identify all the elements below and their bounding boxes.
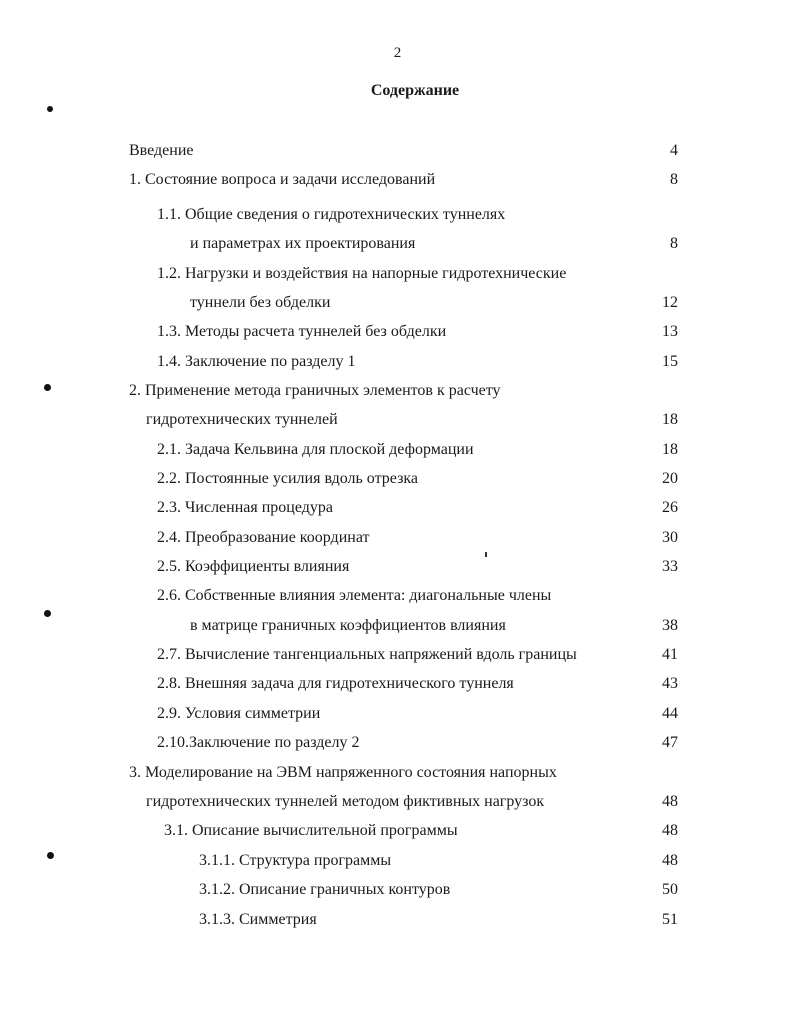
toc-entry-text: 3.1.1. Структура программы	[199, 852, 392, 869]
toc-entry-text: 1.4. Заключение по разделу 1	[157, 353, 356, 370]
toc-entry-page: 41	[662, 646, 678, 663]
toc-entry-page: 48	[662, 822, 678, 839]
toc-entry-text: 2.7. Вычисление тангенциальных напряжений вдоль границы	[157, 646, 577, 663]
toc-entry-page: 15	[662, 353, 678, 370]
toc-entry-page: 20	[662, 470, 678, 487]
toc-entry-page: 26	[662, 499, 678, 516]
toc-entry-page: 8	[670, 235, 678, 252]
toc-entry-text: 2.5. Коэффициенты влияния	[157, 558, 350, 575]
toc-entry-page: 8	[670, 171, 678, 188]
toc-entry-page: 13	[662, 323, 678, 340]
toc-entry-page: 48	[662, 793, 678, 810]
toc-entry-text: в матрице граничных коэффициентов влияния	[190, 617, 506, 634]
toc-entry-text: 2.9. Условия симметрии	[157, 705, 321, 722]
toc-entry-text: 1.1. Общие сведения о гидротехнических туннелях	[157, 206, 506, 223]
toc-entry-text: 3.1.2. Описание граничных контуров	[199, 881, 451, 898]
toc-entry-text: 2.10.Заключение по разделу 2	[157, 734, 360, 751]
toc-entry-text: 2. Применение метода граничных элементов к расчету	[129, 382, 501, 399]
toc-entry-text: 3. Моделирование на ЭВМ напряженного состояния напорных	[129, 764, 557, 781]
toc-entry-text: 3.1.3. Симметрия	[199, 911, 317, 928]
toc-entry-text: гидротехнических туннелей	[146, 411, 338, 428]
toc-entry-text: и параметрах их проектирования	[190, 235, 416, 252]
toc-entry-text: гидротехнических туннелей методом фиктивных нагрузок	[146, 793, 545, 810]
toc-entry-text: 2.3. Численная процедура	[157, 499, 333, 516]
page-title: Содержание	[370, 82, 460, 99]
toc-entry-page: 30	[662, 529, 678, 546]
toc-entry-page: 48	[662, 852, 678, 869]
toc-entry-text: туннели без обделки	[190, 294, 331, 311]
toc-entry-page: 38	[662, 617, 678, 634]
toc-entry-page: 18	[662, 441, 678, 458]
toc-entry-page: 50	[662, 881, 678, 898]
toc-entry-text: 1. Состояние вопроса и задачи исследований	[129, 171, 436, 188]
toc-entry-page: 4	[670, 142, 678, 159]
toc-entry-page: 44	[662, 705, 678, 722]
toc-entry-page: 18	[662, 411, 678, 428]
toc-entry-text: 2.6. Собственные влияния элемента: диагональные члены	[157, 587, 552, 604]
toc-entry-text: 2.8. Внешняя задача для гидротехнического туннеля	[157, 675, 514, 692]
toc-entry-page: 12	[662, 294, 678, 311]
toc-entry-page: 43	[662, 675, 678, 692]
toc-entry-page: 51	[662, 911, 678, 928]
toc-entry-text: Введение	[129, 142, 194, 159]
toc-entry-text: 2.2. Постоянные усилия вдоль отрезка	[157, 470, 419, 487]
toc-entry-page: 33	[662, 558, 678, 575]
page-number: 2	[393, 45, 402, 61]
toc-entry-text: 2.4. Преобразование координат	[157, 529, 370, 546]
toc-entry-page: 47	[662, 734, 678, 751]
toc-entry-text: 2.1. Задача Кельвина для плоской деформации	[157, 441, 474, 458]
toc-entry-text: 1.3. Методы расчета туннелей без обделки	[157, 323, 447, 340]
toc-entry-text: 1.2. Нагрузки и воздействия на напорные гидротехнические	[157, 265, 567, 282]
toc-entry-text: 3.1. Описание вычислительной программы	[164, 822, 458, 839]
